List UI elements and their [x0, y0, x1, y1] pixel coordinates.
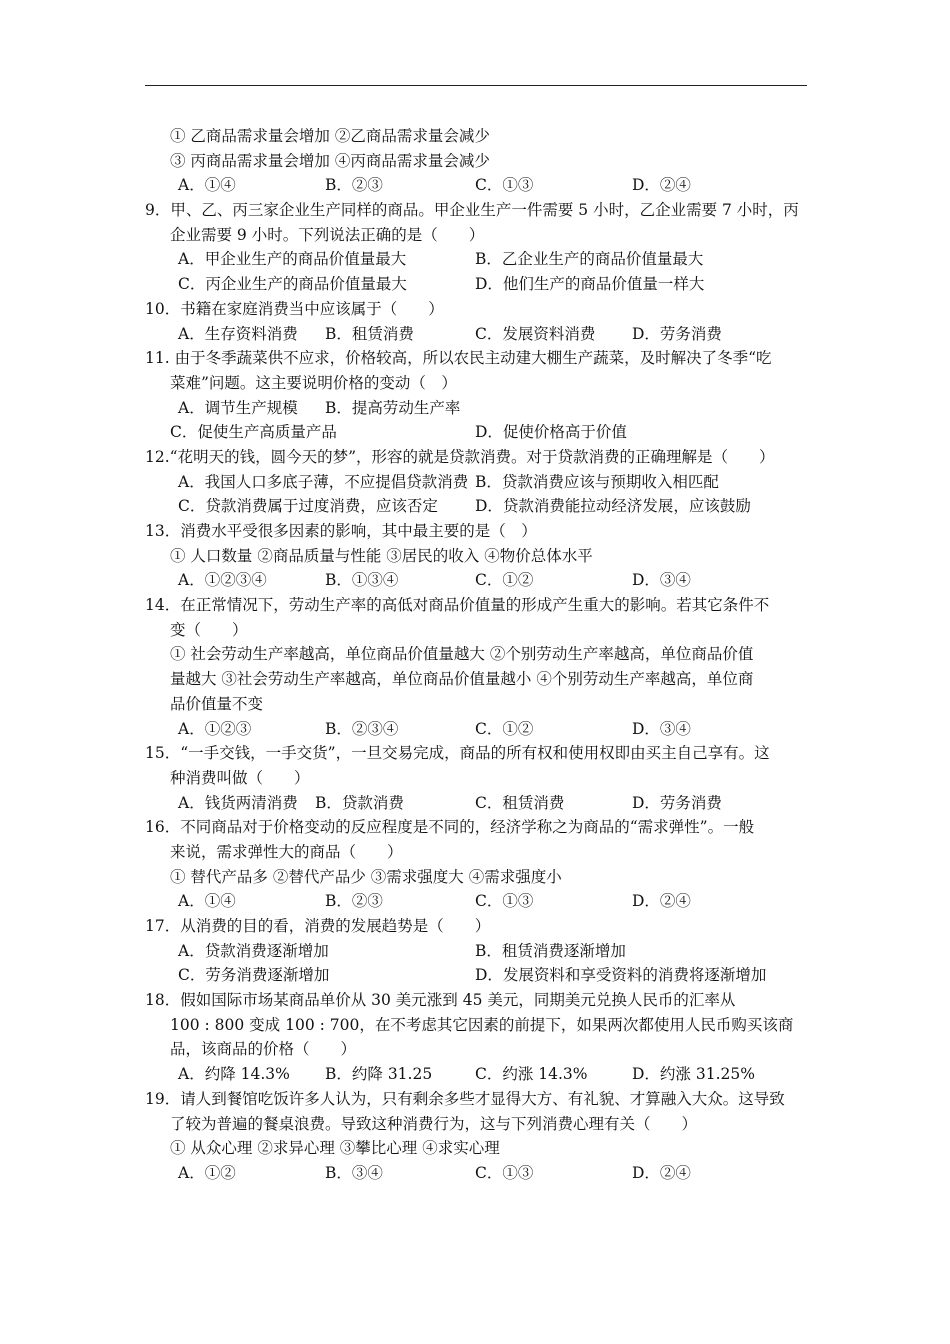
q19-option-c: C．①③	[475, 1163, 534, 1182]
q17-option-b: B．租赁消费逐渐增加	[475, 941, 626, 960]
q8-options	[145, 173, 810, 198]
q10-option-b: B．租赁消费	[325, 324, 414, 343]
q16-option-c: C．①③	[475, 892, 534, 911]
q15-option-a: A．钱货两清消费	[178, 793, 298, 812]
q9-stem-1: 9．甲、乙、丙三家企业生产同样的商品。甲企业生产一件需要 5 小时，乙企业需要 7 小时，丙	[145, 201, 799, 220]
q13-option-b: B．①③④	[325, 571, 399, 590]
q11-options-row2	[145, 420, 810, 445]
q11-options-row1	[145, 396, 810, 421]
q8-option-a: A．①④	[178, 176, 236, 195]
q14-option-a: A．①②③	[178, 719, 252, 738]
q12-options-row2	[145, 494, 810, 519]
q12-option-c: C．贷款消费属于过度消费，应该否定	[178, 497, 438, 516]
q10-options	[145, 322, 810, 347]
q18-option-c: C．约涨 14.3%	[475, 1065, 588, 1084]
q16-option-b: B．②③	[325, 892, 383, 911]
q8-option-d: D．②④	[632, 176, 691, 195]
q16-stem-2: 来说，需求弹性大的商品（ ）	[170, 842, 403, 861]
q9-options-row1	[145, 247, 810, 272]
q9-stem-2: 企业需要 9 小时。下列说法正确的是（ ）	[170, 225, 485, 244]
exam-page	[145, 124, 810, 1186]
q9-option-d: D．他们生产的商品价值量一样大	[475, 275, 705, 294]
q19-statement: ① 从众心理 ②求异心理 ③攀比心理 ④求实心理	[170, 1139, 500, 1158]
q12-stem: 12.“花明天的钱，圆今天的梦”，形容的就是贷款消费。对于贷款消费的正确理解是（ ）	[145, 447, 775, 466]
q18-stem-2: 100 : 800 变成 100 : 700，在不考虑其它因素的前提下，如果两次都使用人民币购买该商	[170, 1015, 794, 1034]
q9-options-row2	[145, 272, 810, 297]
q8-statement-1: ① 乙商品需求量会增加 ②乙商品需求量会减少	[170, 127, 490, 145]
q14-option-b: B．②③④	[325, 719, 399, 738]
q12-options-row1	[145, 470, 810, 495]
q17-option-a: A．贷款消费逐渐增加	[178, 941, 329, 960]
q9-option-b: B．乙企业生产的商品价值量最大	[475, 250, 704, 269]
q11-option-c: C．促使生产高质量产品	[170, 423, 337, 442]
q17-option-c: C．劳务消费逐渐增加	[178, 966, 330, 985]
q10-stem: 10．书籍在家庭消费当中应该属于（ ）	[145, 299, 444, 318]
q15-options	[145, 791, 810, 816]
q16-option-d: D．②④	[632, 892, 691, 911]
q12-option-d: D．贷款消费能拉动经济发展，应该鼓励	[475, 497, 751, 516]
q15-stem-1: 15．“一手交钱，一手交货”，一旦交易完成，商品的所有权和使用权即由买主自己享有。这	[145, 744, 770, 763]
q19-options	[145, 1161, 810, 1186]
q10-option-d: D．劳务消费	[632, 324, 722, 343]
header-rule	[145, 85, 807, 86]
q19-option-a: A．①②	[178, 1163, 236, 1182]
q13-option-d: D．③④	[632, 571, 691, 590]
q9-option-a: A．甲企业生产的商品价值量最大	[178, 250, 407, 269]
q8-option-c: C．①③	[475, 176, 534, 195]
q12-option-a: A．我国人口多底子薄，不应提倡贷款消费	[178, 472, 469, 491]
q17-option-d: D．发展资料和享受资料的消费将逐渐增加	[475, 966, 767, 985]
q15-option-b: B．贷款消费	[315, 793, 404, 812]
q13-option-a: A．①②③④	[178, 571, 267, 590]
q8-statement-2: ③ 丙商品需求量会增加 ④丙商品需求量会减少	[170, 151, 490, 170]
q11-option-d: D．促使价格高于价值	[475, 423, 627, 442]
q13-stem: 13．消费水平受很多因素的影响，其中最主要的是（ ）	[145, 522, 537, 540]
q12-option-b: B．贷款消费应该与预期收入相匹配	[475, 472, 719, 491]
q19-option-b: B．③④	[325, 1163, 383, 1182]
q11-option-a: A．调节生产规模	[178, 398, 298, 417]
q18-option-a: A．约降 14.3%	[178, 1065, 290, 1084]
q13-options	[145, 568, 810, 593]
q17-options-row1	[145, 939, 810, 964]
q14-options	[145, 717, 810, 742]
q9-option-c: C．丙企业生产的商品价值量最大	[178, 275, 407, 294]
q10-option-a: A．生存资料消费	[178, 324, 298, 343]
q15-stem-2: 种消费叫做（ ）	[170, 768, 310, 787]
q16-stem-1: 16．不同商品对于价格变动的反应程度是不同的，经济学称之为商品的“需求弹性”。一般	[145, 818, 755, 837]
q14-option-d: D．③④	[632, 719, 691, 738]
q18-stem-3: 品，该商品的价格（ ）	[170, 1040, 357, 1059]
q15-option-c: C．租赁消费	[475, 793, 565, 812]
q13-statement: ① 人口数量 ②商品质量与性能 ③居民的收入 ④物价总体水平	[170, 546, 593, 565]
q14-stem-2: 变（ ）	[170, 620, 248, 639]
q16-option-a: A．①④	[178, 892, 236, 911]
q14-stem-1: 14．在正常情况下，劳动生产率的高低对商品价值量的形成产生重大的影响。若其它条件不	[145, 596, 770, 615]
q15-option-d: D．劳务消费	[632, 793, 722, 812]
q18-option-b: B．约降 31.25	[325, 1065, 433, 1084]
q14-statement-1: ① 社会劳动生产率越高，单位商品价值量越大 ②个别劳动生产率越高，单位商品价值	[170, 645, 754, 664]
q11-option-b: B．提高劳动生产率	[325, 398, 461, 417]
q11-stem-1: 11. 由于冬季蔬菜供不应求，价格较高，所以农民主动建大棚生产蔬菜，及时解决了冬季“吃	[145, 349, 772, 368]
q8-option-b: B．②③	[325, 176, 383, 195]
q18-options	[145, 1062, 810, 1087]
q10-option-c: C．发展资料消费	[475, 324, 596, 343]
q18-stem-1: 18．假如国际市场某商品单价从 30 美元涨到 45 美元，同期美元兑换人民币的汇率从	[145, 991, 736, 1010]
q14-option-c: C．①②	[475, 719, 534, 738]
q18-option-d: D．约涨 31.25%	[632, 1065, 755, 1084]
q11-stem-2: 菜难”问题。这主要说明价格的变动（ ）	[170, 373, 457, 392]
q17-options-row2	[145, 963, 810, 988]
q19-stem-1: 19．请人到餐馆吃饭许多人认为，只有剩余多些才显得大方、有礼貌、才算融入大众。这导致	[145, 1089, 785, 1108]
q19-option-d: D．②④	[632, 1163, 691, 1182]
q14-statement-2: 量越大 ③社会劳动生产率越高，单位商品价值量越小 ④个别劳动生产率越高，单位商	[170, 670, 754, 689]
q14-statement-3: 品价值量不变	[170, 694, 264, 713]
q16-statement: ① 替代产品多 ②替代产品少 ③需求强度大 ④需求强度小	[170, 867, 562, 886]
q19-stem-2: 了较为普遍的餐桌浪费。导致这种消费行为，这与下列消费心理有关（ ）	[170, 1114, 698, 1133]
q13-option-c: C．①②	[475, 571, 534, 590]
q17-stem: 17．从消费的目的看，消费的发展趋势是（ ）	[145, 917, 491, 935]
q16-options	[145, 889, 810, 914]
